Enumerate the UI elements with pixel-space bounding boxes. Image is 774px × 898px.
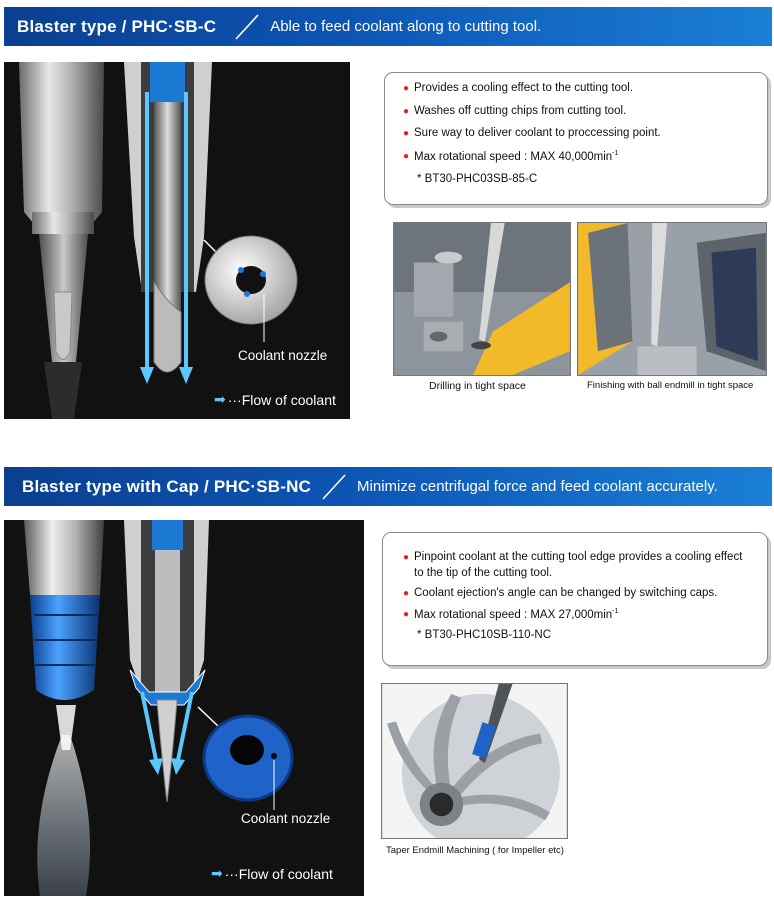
drilling-photo [393,222,571,376]
arrow-right-icon: ➡ [214,391,226,407]
section1-title: Blaster type / PHC·SB-C [17,16,217,36]
section1-flow-label: ···Flow of coolant [227,391,336,408]
ball-endmill-caption: Finishing with ball endmill in tight space [587,380,754,391]
section1-feature-box [384,72,768,205]
holder-diagram-illustration [4,62,350,419]
section2-tool-photo [4,520,364,896]
impeller-caption: Taper Endmill Machining ( for Impeller etc) [386,845,564,856]
section1-nozzle-label: Coolant nozzle [238,348,328,363]
red-dot-icon: ● [403,608,410,620]
section2-flow-legend [211,865,333,882]
section2-title: Blaster type with Cap / PHC·SB-NC [22,476,312,496]
feature-bullet: ● Washes off cutting chips from cutting tool. [403,104,757,120]
drilling-caption: Drilling in tight space [429,380,526,392]
red-dot-icon: ● [403,552,410,563]
section2-nozzle-label: Coolant nozzle [241,811,331,826]
section2-feature-box [382,532,768,666]
feature-bullet: ● Pinpoint coolant at the cutting tool edge provides a cooling effect to the tip of the cutting tool. [403,550,757,581]
feature-bullet: ● Coolant ejection's angle can be changed by switching caps. [403,586,757,602]
red-dot-icon: ● [403,588,410,600]
arrow-right-icon: ➡ [211,865,223,881]
slash-icon [319,472,349,502]
cap-holder-diagram-illustration [4,520,364,896]
speed-bullet: ● Max rotational speed : MAX $40,000\min^{-1}$ [403,149,757,165]
section2-model-number: * BT30-PHC10SB-110-NC [417,628,552,641]
feature-bullet: ● Sure way to deliver coolant to proccessing point. [403,126,757,142]
section1-subtitle: Able to feed coolant along to cutting tool. [270,18,542,35]
ball-endmill-photo [577,222,767,376]
section2-flow-label: ···Flow of coolant [224,865,333,882]
section1-tool-photo [4,62,350,419]
section1-flow-legend [214,391,336,408]
section1-model-number: * BT30-PHC03SB-85-C [417,172,538,185]
section2-subtitle: Minimize centrifugal force and feed coolant accurately. [357,478,718,495]
speed-bullet: ● Max rotational speed : MAX $27,000\min^{-1}$ [403,607,757,623]
slash-icon [232,12,262,42]
section1-banner [4,7,772,46]
impeller-photo [381,683,568,839]
red-dot-icon: ● [403,150,410,162]
red-dot-icon: ● [403,128,410,140]
red-dot-icon: ● [403,83,410,94]
feature-bullet: ● Provides a cooling effect to the cutting tool. [403,81,757,97]
red-dot-icon: ● [403,105,410,117]
section2-banner [4,467,772,506]
